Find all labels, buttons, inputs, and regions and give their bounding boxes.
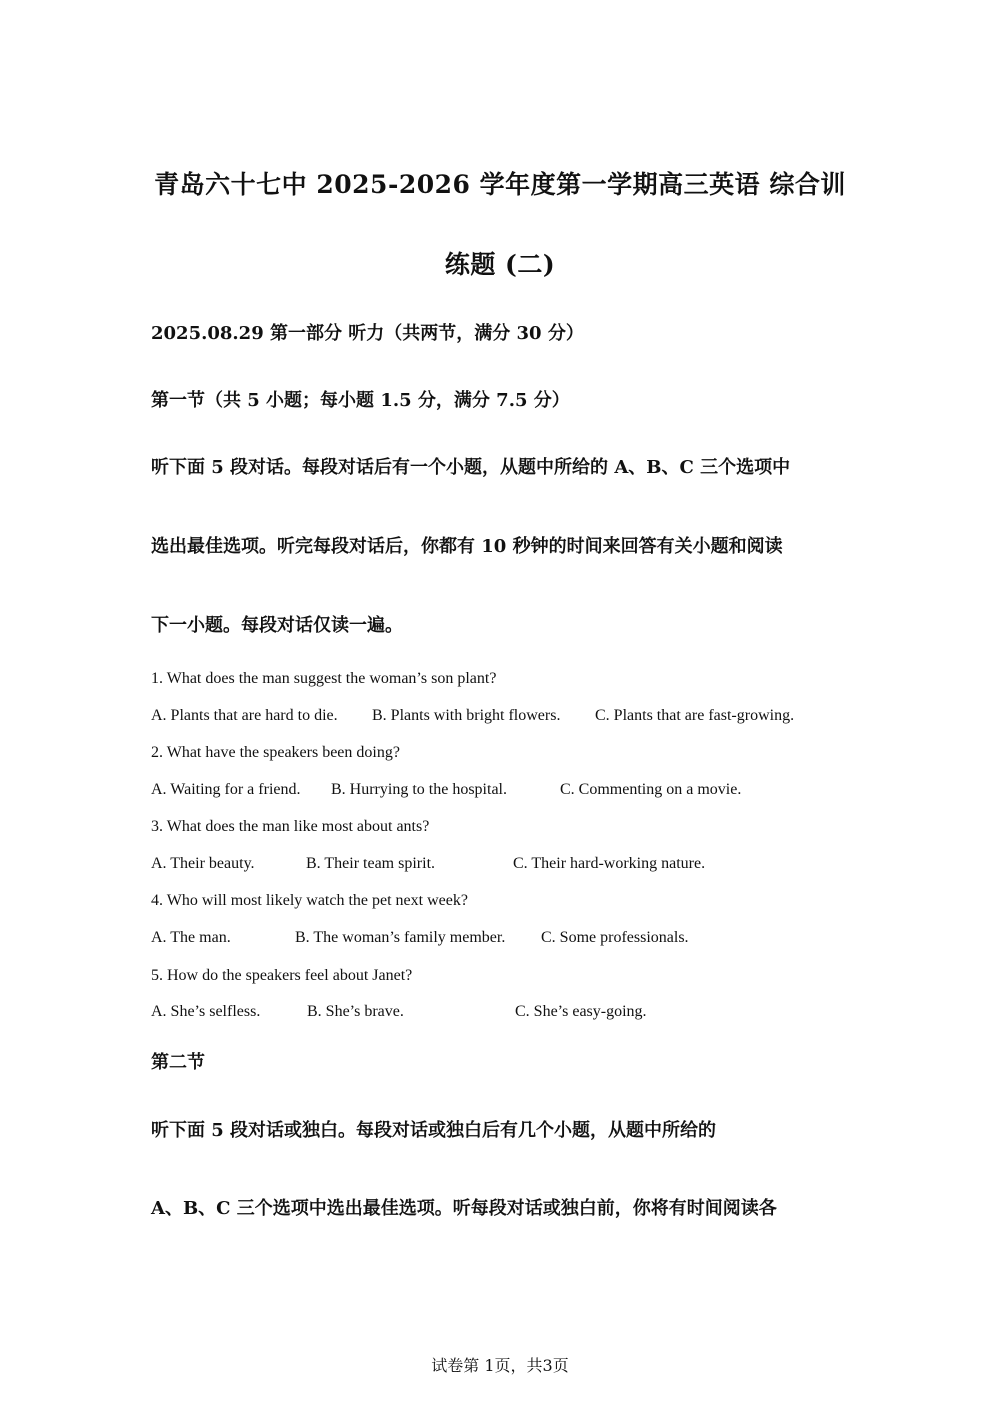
question-2-option-c: C. Commenting on a movie.	[560, 781, 742, 798]
question-3-option-c: C. Their hard-working nature.	[513, 855, 706, 872]
question-3-option-a: A. Their beauty.	[151, 855, 255, 872]
document-title-line-1: 青岛六十七中 2025-2026 学年度第一学期高三英语 综合训	[154, 170, 846, 199]
question-1-option-a: A. Plants that are hard to die.	[151, 707, 338, 724]
page-footer: 试卷第 1页，共3页	[431, 1356, 569, 1375]
question-4-text: 4. Who will most likely watch the pet next week?	[151, 892, 468, 909]
document-title-line-2: 练题 (二)	[444, 250, 556, 279]
section2-instruction-line: A、B、C 三个选项中选出最佳选项。听每段对话或独白前，你将有时间阅读各	[151, 1198, 777, 1219]
question-4-option-b: B. The woman’s family member.	[295, 929, 506, 946]
question-4-option-c: C. Some professionals.	[541, 929, 689, 946]
question-1-text: 1. What does the man suggest the woman’s son plant?	[151, 670, 497, 687]
section1-instruction-line: 选出最佳选项。听完每段对话后，你都有 10 秒钟的时间来回答有关小题和阅读	[151, 536, 783, 557]
question-5-option-a: A. She’s selfless.	[151, 1003, 261, 1020]
question-1-option-b: B. Plants with bright flowers.	[372, 707, 561, 724]
question-2-option-b: B. Hurrying to the hospital.	[331, 781, 507, 798]
section1-header: 第一节（共 5 小题；每小题 1.5 分，满分 7.5 分）	[151, 390, 570, 411]
section2-header: 第二节	[151, 1052, 205, 1073]
question-5-option-b: B. She’s brave.	[307, 1003, 404, 1020]
question-5-text: 5. How do the speakers feel about Janet?	[151, 967, 413, 984]
question-4-option-a: A. The man.	[151, 929, 231, 946]
question-3-option-b: B. Their team spirit.	[306, 855, 436, 872]
question-1-option-c: C. Plants that are fast-growing.	[595, 707, 795, 724]
question-5-option-c: C. She’s easy-going.	[515, 1003, 647, 1020]
section1-instruction-line: 听下面 5 段对话。每段对话后有一个小题，从题中所给的 A、B、C 三个选项中	[151, 457, 791, 478]
part1-header: 2025.08.29 第一部分 听力（共两节，满分 30 分）	[151, 323, 584, 344]
question-2-text: 2. What have the speakers been doing?	[151, 744, 400, 761]
question-2-option-a: A. Waiting for a friend.	[151, 781, 301, 798]
question-3-text: 3. What does the man like most about ants?	[151, 818, 430, 835]
section2-instruction-line: 听下面 5 段对话或独白。每段对话或独白后有几个小题，从题中所给的	[151, 1120, 717, 1141]
section1-instruction-line: 下一小题。每段对话仅读一遍。	[151, 615, 403, 636]
